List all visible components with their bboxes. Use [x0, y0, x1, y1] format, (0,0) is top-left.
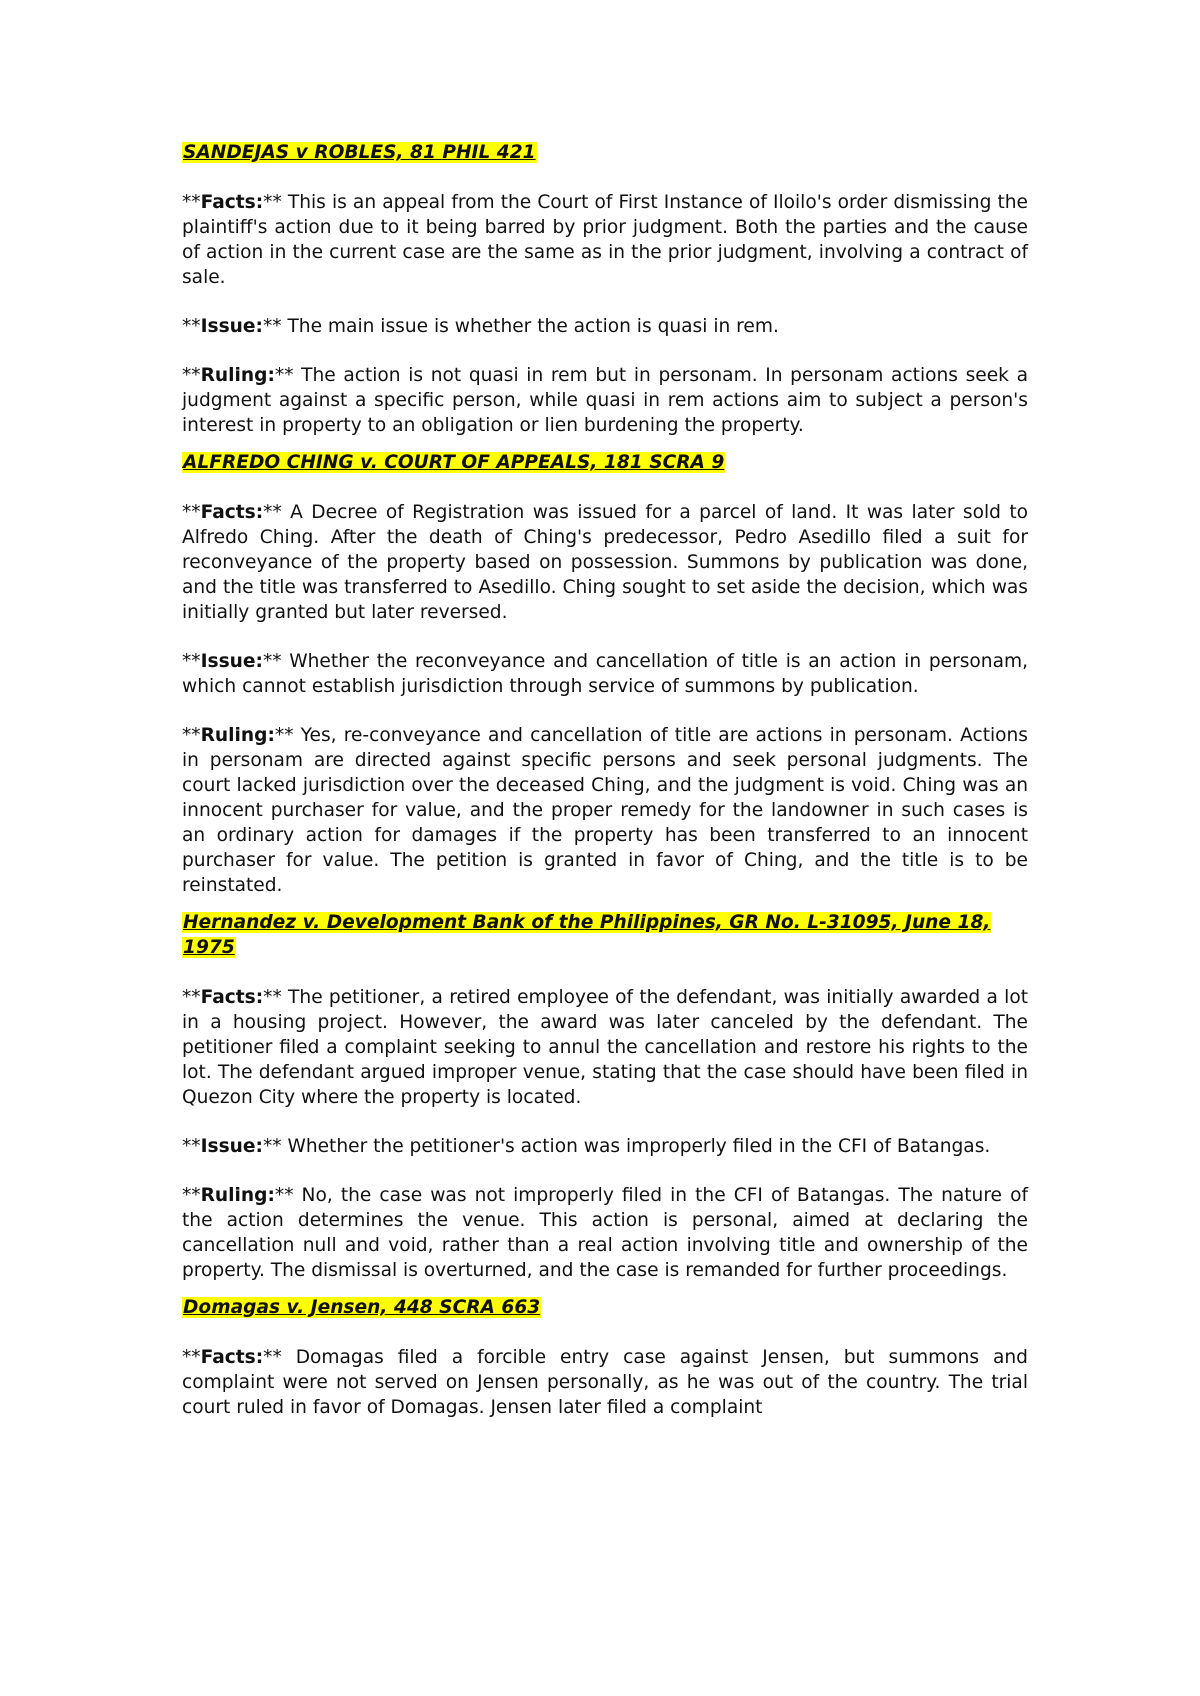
issue-paragraph: **Issue:** Whether the reconveyance and cancellation of title is an action in personam, which cannot establish jurisdiction through service of summons by publication. — [182, 651, 1028, 697]
case-heading — [182, 1295, 1028, 1320]
case-heading — [182, 450, 1028, 475]
ruling-paragraph: **Ruling:** The action is not quasi in rem but in personam. In personam actions seek a judgment against a specific person, while quasi in rem actions aim to subject a person's interest in property to an obligation or lien burdening the property. — [182, 365, 1028, 436]
case-title: Hernandez v. Development Bank of the Philippines, GR No. L-31095, June 18, 1975 — [183, 912, 991, 958]
issue-paragraph: **Issue:** Whether the petitioner's action was improperly filed in the CFI of Batangas. — [182, 1136, 991, 1157]
case-title: SANDEJAS v ROBLES, 81 PHIL 421 — [183, 142, 536, 163]
issue-label: Issue: — [200, 316, 263, 337]
case-ching — [182, 450, 1028, 898]
case-heading — [182, 910, 1028, 960]
facts-label: Facts: — [200, 1347, 264, 1368]
facts-text: The petitioner, a retired employee of the defendant, was initially awarded a lot in a housing project. However, the award was later canceled by the defendant. The petitioner filed a complaint seeking to annul the cancellation and restore his rights to the lot. The defendant argued improper venue, stating that the case should have been filed in Quezon City where the property is located. — [182, 987, 1028, 1108]
facts-text: This is an appeal from the Court of First Instance of Iloilo's order dismissing the plaintiff's action due to it being barred by prior judgment. Both the parties and the cause of action in the current case are the same as in the prior judgment, involving a contract of sale. — [182, 192, 1028, 288]
facts-label: Facts: — [200, 502, 264, 523]
ruling-text: The action is not quasi in rem but in personam. In personam actions seek a judgment against a specific person, while quasi in rem actions aim to subject a person's interest in property to an obligation or lien burdening the property. — [182, 365, 1028, 436]
case-hernandez — [182, 910, 1028, 1283]
facts-paragraph: **Facts:** This is an appeal from the Court of First Instance of Iloilo's order dismissing the plaintiff's action due to it being barred by prior judgment. Both the parties and the cause of action in the current case are the same as in the prior judgment, involving a contract of sale. — [182, 192, 1028, 288]
case-title: ALFREDO CHING v. COURT OF APPEALS, 181 SCRA 9 — [183, 452, 725, 473]
case-heading — [182, 140, 1028, 165]
ruling-paragraph: **Ruling:** Yes, re-conveyance and cancellation of title are actions in personam. Actions in personam are directed against specific persons and seek personal judgments. The court lacked jurisdiction over the deceased Ching, and the judgment is void. Ching was an innocent purchaser for value, and the proper remedy for the landowner in such cases is an ordinary action for damages if the property has been transferred to an innocent purchaser for value. The petition is granted in favor of Ching, and the title is to be reinstated. — [182, 725, 1028, 896]
issue-label: Issue: — [200, 1136, 263, 1157]
case-domagas — [182, 1295, 1028, 1420]
issue-text: Whether the reconveyance and cancellation of title is an action in personam, which cannot establish jurisdiction through service of summons by publication. — [182, 651, 1028, 697]
issue-text: Whether the petitioner's action was improperly filed in the CFI of Batangas. — [281, 1136, 991, 1157]
ruling-text: Yes, re-conveyance and cancellation of title are actions in personam. Actions in personam are directed against specific persons and seek personal judgments. The court lacked jurisdiction over the deceased Ching, and the judgment is void. Ching was an innocent purchaser for value, and the proper remedy for the landowner in such cases is an ordinary action for damages if the property has been transferred to an innocent purchaser for value. The petition is granted in favor of Ching, and the title is to be reinstated. — [182, 725, 1028, 896]
ruling-label: Ruling: — [200, 365, 275, 386]
issue-paragraph: **Issue:** The main issue is whether the action is quasi in rem. — [182, 316, 779, 337]
document-page — [182, 140, 1028, 1444]
facts-paragraph: **Facts:** Domagas filed a forcible entry case against Jensen, but summons and complaint were not served on Jensen personally, as he was out of the country. The trial court ruled in favor of Domagas. Jensen later filed a complaint — [182, 1347, 1028, 1418]
ruling-paragraph: **Ruling:** No, the case was not improperly filed in the CFI of Batangas. The nature of the action determines the venue. This action is personal, aimed at declaring the cancellation null and void, rather than a real action involving title and ownership of the property. The dismissal is overturned, and the case is remanded for further proceedings. — [182, 1185, 1028, 1281]
case-sandejas — [182, 140, 1028, 438]
facts-label: Facts: — [200, 987, 264, 1008]
facts-paragraph: **Facts:** A Decree of Registration was issued for a parcel of land. It was later sold to Alfredo Ching. After the death of Ching's predecessor, Pedro Asedillo filed a suit for reconveyance of the property based on possession. Summons by publication was done, and the title was transferred to Asedillo. Ching sought to set aside the decision, which was initially granted but later reversed. — [182, 502, 1028, 623]
facts-paragraph: **Facts:** The petitioner, a retired employee of the defendant, was initially awarded a lot in a housing project. However, the award was later canceled by the defendant. The petitioner filed a complaint seeking to annul the cancellation and restore his rights to the lot. The defendant argued improper venue, stating that the case should have been filed in Quezon City where the property is located. — [182, 987, 1028, 1108]
ruling-text: No, the case was not improperly filed in the CFI of Batangas. The nature of the action determines the venue. This action is personal, aimed at declaring the cancellation null and void, rather than a real action involving title and ownership of the property. The dismissal is overturned, and the case is remanded for further proceedings. — [182, 1185, 1028, 1281]
issue-label: Issue: — [200, 651, 263, 672]
facts-label: Facts: — [200, 192, 264, 213]
ruling-label: Ruling: — [200, 1185, 275, 1206]
facts-text: Domagas filed a forcible entry case against Jensen, but summons and complaint were not served on Jensen personally, as he was out of the country. The trial court ruled in favor of Domagas. Jensen later filed a complaint — [182, 1347, 1028, 1418]
case-title: Domagas v. Jensen, 448 SCRA 663 — [183, 1297, 541, 1318]
facts-text: A Decree of Registration was issued for a parcel of land. It was later sold to Alfredo Ching. After the death of Ching's predecessor, Pedro Asedillo filed a suit for reconveyance of the property based on possession. Summons by publication was done, and the title was transferred to Asedillo. Ching sought to set aside the decision, which was initially granted but later reversed. — [182, 502, 1028, 623]
issue-text: The main issue is whether the action is quasi in rem. — [281, 316, 779, 337]
ruling-label: Ruling: — [200, 725, 275, 746]
